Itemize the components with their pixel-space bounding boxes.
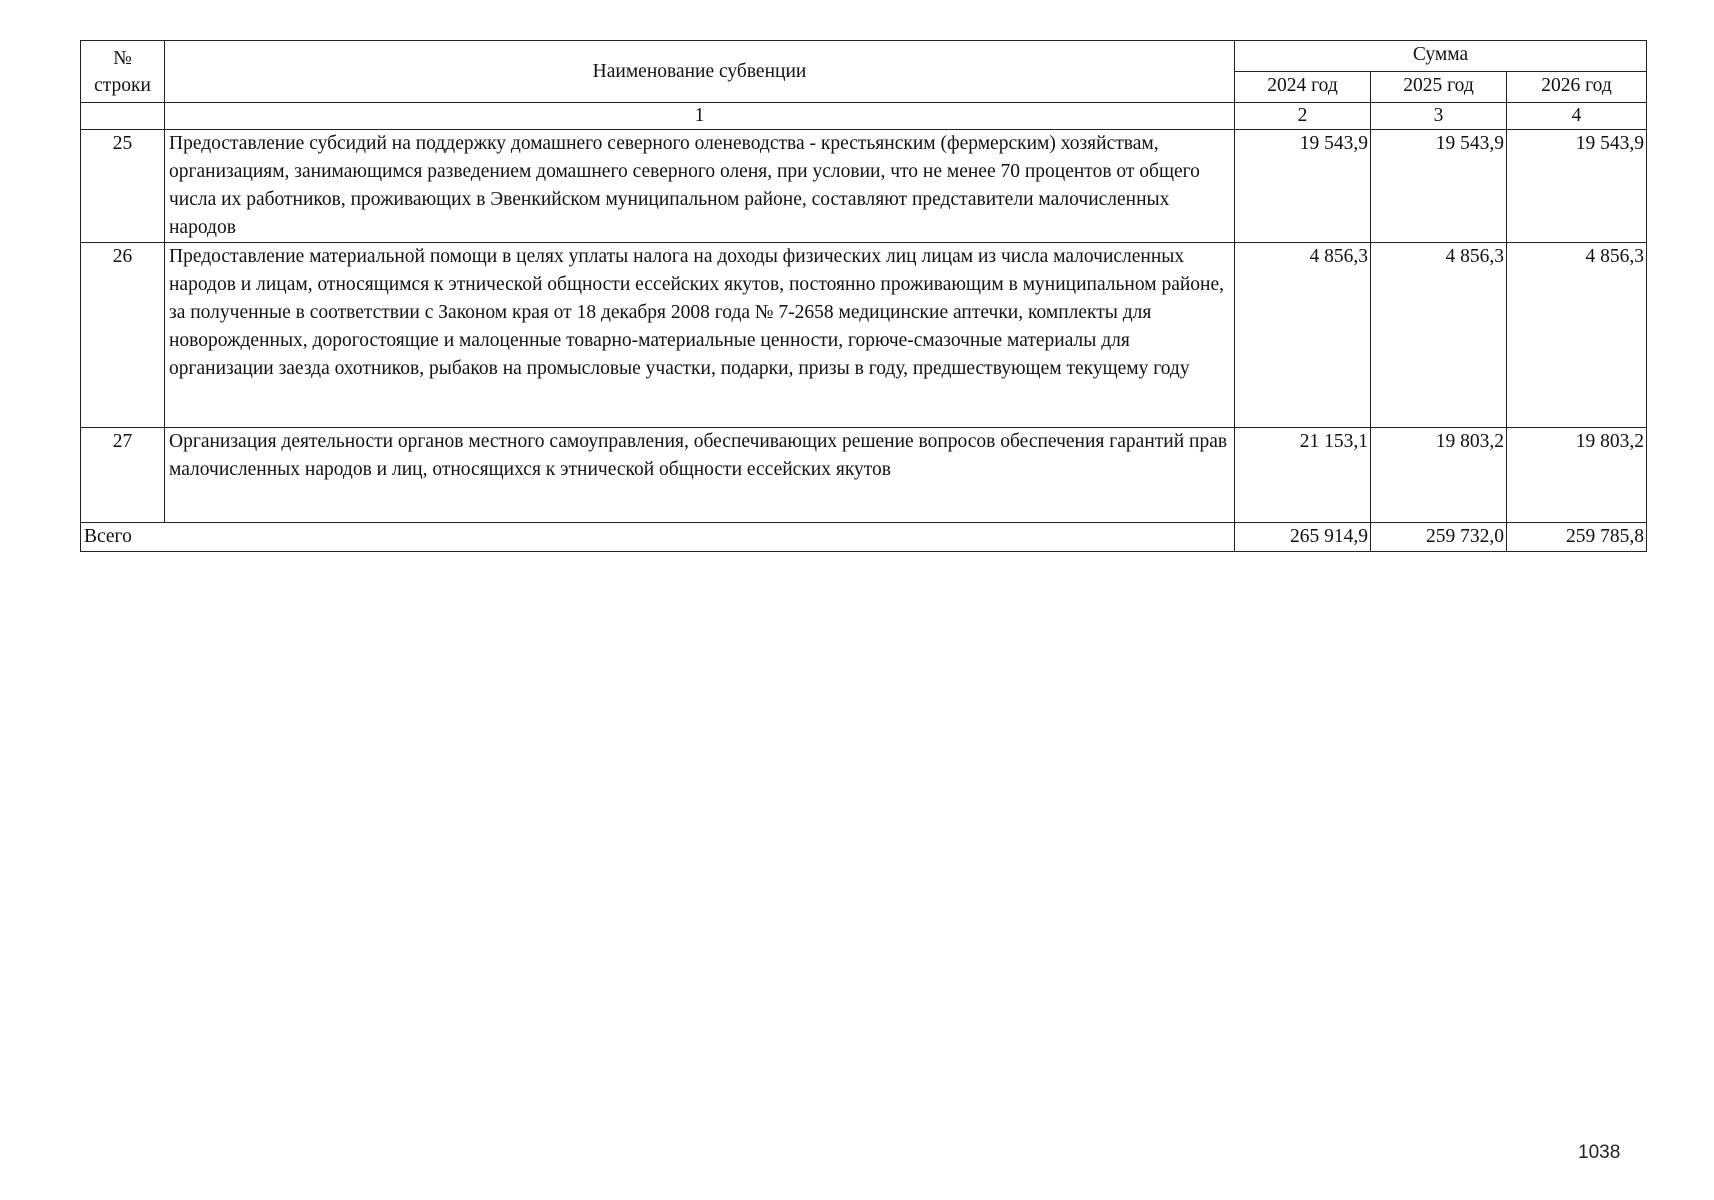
total-2026: 259 785,8 — [1507, 523, 1647, 552]
row-number: 27 — [81, 428, 165, 523]
page-number: 1038 — [1578, 1142, 1621, 1163]
column-index-row — [81, 103, 1647, 130]
table-row — [81, 428, 1647, 523]
subvention-name: Организация деятельности органов местного самоуправления, обеспечивающих решение вопросов обеспечения гарантий прав малочисленных народов и лиц, относящихся к этнической общности ессейских якутов — [165, 428, 1235, 523]
subvention-name: Предоставление материальной помощи в целях уплаты налога на доходы физических лиц лицам из числа малочисленных народов и лицам, относящимся к этнической общности ессейских якутов, постоянно проживающим в муниципальном районе, за полученные в соответствии с Законом края от 18 декабря 2008 года № 7-2658 медицинские аптечки, комплекты для новорожденных, дорогостоящие и малоценные товарно-материальные ценности, горюче-смазочные материалы для организации заезда охотников, рыбаков на промысловые участки, подарки, призы в году, предшествующем текущему году — [165, 243, 1235, 428]
row-number: 25 — [81, 130, 165, 243]
amount-2026: 19 543,9 — [1507, 130, 1647, 243]
column-index-cell: 4 — [1507, 103, 1647, 130]
header-row-top — [81, 41, 1647, 72]
amount-2024: 21 153,1 — [1235, 428, 1371, 523]
column-index-cell — [81, 103, 165, 130]
amount-2024: 19 543,9 — [1235, 130, 1371, 243]
header-year-2026: 2026 год — [1507, 72, 1647, 103]
total-label: Всего — [81, 523, 1235, 552]
total-row — [81, 523, 1647, 552]
column-index-cell: 3 — [1371, 103, 1507, 130]
amount-2026: 19 803,2 — [1507, 428, 1647, 523]
amount-2025: 4 856,3 — [1371, 243, 1507, 428]
table-row — [81, 243, 1647, 428]
row-number: 26 — [81, 243, 165, 428]
table-row — [81, 130, 1647, 243]
total-2025: 259 732,0 — [1371, 523, 1507, 552]
amount-2025: 19 803,2 — [1371, 428, 1507, 523]
header-row-number: № строки — [81, 41, 165, 103]
amount-2026: 4 856,3 — [1507, 243, 1647, 428]
amount-2025: 19 543,9 — [1371, 130, 1507, 243]
subvention-name: Предоставление субсидий на поддержку домашнего северного оленеводства - крестьянским (фермерским) хозяйствам, организациям, занимающимся разведением домашнего северного оленя, при условии, что не менее 70 процентов от общего числа их работников, проживающих в Эвенкийском муниципальном районе, составляют представители малочисленных народов — [165, 130, 1235, 243]
header-sum: Сумма — [1235, 41, 1647, 72]
column-index-cell: 1 — [165, 103, 1235, 130]
total-2024: 265 914,9 — [1235, 523, 1371, 552]
subvention-table — [80, 40, 1647, 552]
header-year-2024: 2024 год — [1235, 72, 1371, 103]
header-year-2025: 2025 год — [1371, 72, 1507, 103]
amount-2024: 4 856,3 — [1235, 243, 1371, 428]
header-subvention-name: Наименование субвенции — [165, 41, 1235, 103]
column-index-cell: 2 — [1235, 103, 1371, 130]
